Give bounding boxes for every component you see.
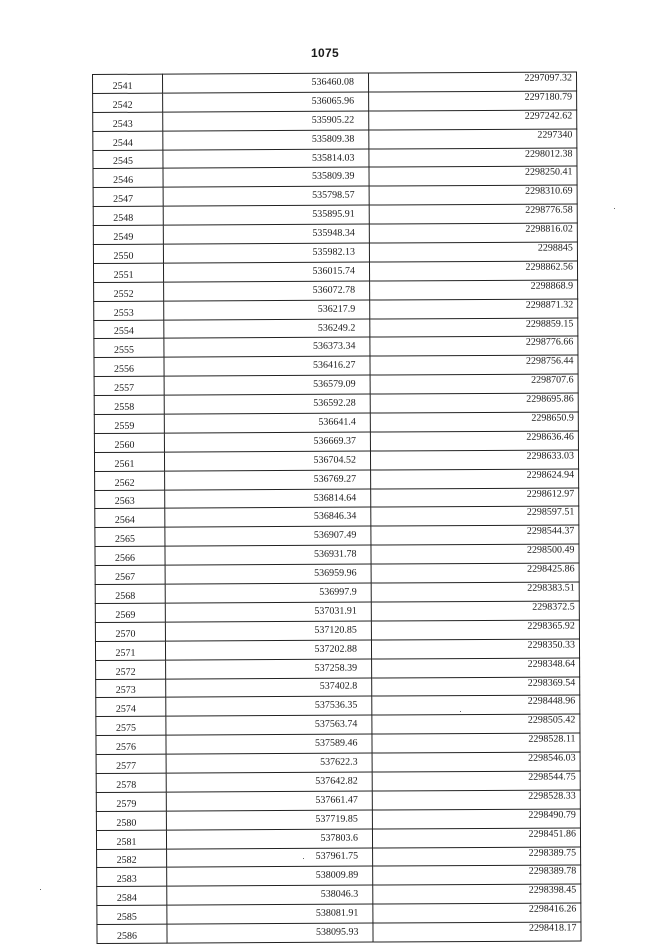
y-coordinate-cell: 2298398.45 (373, 884, 581, 904)
x-coordinate-cell: 536931.78 (165, 545, 371, 565)
y-coordinate-cell: 2298416.26 (373, 903, 581, 923)
table-row (96, 714, 580, 735)
point-number-cell: 2572 (96, 660, 166, 679)
x-coordinate-cell: 535905.22 (163, 111, 369, 131)
y-coordinate-cell: 2298425.86 (371, 563, 579, 583)
x-coordinate-cell: 537589.46 (166, 734, 372, 754)
table-row (96, 809, 580, 830)
point-number-cell: 2585 (97, 905, 167, 924)
y-coordinate-cell: 2298650.9 (370, 412, 578, 432)
x-coordinate-cell: 537803.6 (166, 829, 372, 849)
table-row (97, 884, 581, 905)
point-number-cell: 2544 (93, 131, 163, 150)
x-coordinate-cell: 537661.47 (166, 791, 372, 811)
table-row (95, 601, 579, 622)
y-coordinate-cell: 2298776.58 (369, 204, 577, 224)
point-number-cell: 2550 (93, 244, 163, 263)
table-row (96, 828, 580, 849)
scan-speck (614, 208, 615, 209)
point-number-cell: 2546 (93, 169, 163, 188)
x-coordinate-cell: 535814.03 (163, 149, 369, 169)
x-coordinate-cell: 538081.91 (167, 904, 373, 924)
point-number-cell: 2553 (94, 301, 164, 320)
y-coordinate-cell: 2298372.5 (371, 601, 579, 621)
point-number-cell: 2558 (94, 395, 164, 414)
x-coordinate-cell: 537258.39 (166, 659, 372, 679)
x-coordinate-cell: 537120.85 (165, 621, 371, 641)
point-number-cell: 2543 (93, 112, 163, 131)
point-number-cell: 2565 (95, 527, 165, 546)
y-coordinate-cell: 2298365.92 (371, 620, 579, 640)
table-row (97, 846, 581, 867)
point-number-cell: 2560 (94, 433, 164, 452)
point-number-cell: 2548 (93, 206, 163, 225)
table-row (94, 318, 578, 339)
table-row (94, 280, 578, 301)
table-row (93, 91, 577, 112)
point-number-cell: 2581 (96, 830, 166, 849)
table-row (95, 544, 579, 565)
point-number-cell: 2549 (93, 225, 163, 244)
table-row (93, 242, 577, 263)
x-coordinate-cell: 536072.78 (164, 281, 370, 301)
x-coordinate-cell: 536065.96 (163, 92, 369, 112)
x-coordinate-cell: 536997.9 (165, 583, 371, 603)
point-number-cell: 2577 (96, 754, 166, 773)
point-number-cell: 2559 (94, 414, 164, 433)
table-row (95, 563, 579, 584)
table-row (95, 488, 579, 509)
table-row (95, 525, 579, 546)
x-coordinate-cell: 535798.57 (163, 186, 369, 206)
table-row (93, 261, 577, 282)
point-number-cell: 2576 (96, 735, 166, 754)
y-coordinate-cell: 2298868.9 (370, 280, 578, 300)
point-number-cell: 2575 (96, 716, 166, 735)
y-coordinate-cell: 2298633.03 (370, 450, 578, 470)
coordinate-table (92, 71, 582, 943)
x-coordinate-cell: 538095.93 (167, 923, 373, 943)
point-number-cell: 2584 (97, 886, 167, 905)
x-coordinate-cell: 537961.75 (167, 848, 373, 868)
y-coordinate-cell: 2298389.75 (373, 846, 581, 866)
point-number-cell: 2579 (96, 792, 166, 811)
table-row (94, 393, 578, 414)
scan-speck (303, 858, 304, 859)
y-coordinate-cell: 2298624.94 (371, 469, 579, 489)
y-coordinate-cell: 2298816.02 (369, 223, 577, 243)
table-row (96, 658, 580, 679)
table-row (93, 129, 577, 150)
x-coordinate-cell: 537536.35 (166, 696, 372, 716)
point-number-cell: 2562 (95, 471, 165, 490)
x-coordinate-cell: 536579.09 (164, 375, 370, 395)
point-number-cell: 2547 (93, 187, 163, 206)
x-coordinate-cell: 536769.27 (165, 470, 371, 490)
point-number-cell: 2555 (94, 339, 164, 358)
table-row (94, 431, 578, 452)
x-coordinate-cell: 536416.27 (164, 356, 370, 376)
x-coordinate-cell: 538046.3 (167, 885, 373, 905)
y-coordinate-cell: 2298490.79 (372, 809, 580, 829)
point-number-cell: 2541 (93, 74, 163, 93)
table-row (93, 148, 577, 169)
y-coordinate-cell: 2298383.51 (371, 582, 579, 602)
y-coordinate-cell: 2298544.37 (371, 525, 579, 545)
coordinate-table-body (93, 72, 582, 943)
y-coordinate-cell: 2298776.66 (370, 336, 578, 356)
point-number-cell: 2578 (96, 773, 166, 792)
point-number-cell: 2567 (95, 565, 165, 584)
point-number-cell: 2554 (94, 320, 164, 339)
point-number-cell: 2556 (94, 357, 164, 376)
scan-speck (460, 711, 461, 712)
y-coordinate-cell: 2297180.79 (369, 91, 577, 111)
y-coordinate-cell: 2297097.32 (368, 72, 576, 92)
x-coordinate-cell: 535895.91 (163, 205, 369, 225)
x-coordinate-cell: 537642.82 (166, 772, 372, 792)
table-row (94, 336, 578, 357)
y-coordinate-cell: 2297340 (369, 129, 577, 149)
x-coordinate-cell: 536015.74 (163, 262, 369, 282)
table-row (97, 865, 581, 886)
point-number-cell: 2552 (94, 282, 164, 301)
table-row (94, 412, 578, 433)
y-coordinate-cell: 2298636.46 (370, 431, 578, 451)
table-row (94, 450, 578, 471)
point-number-cell: 2564 (95, 509, 165, 528)
point-number-cell: 2551 (93, 263, 163, 282)
y-coordinate-cell: 2298544.75 (372, 771, 580, 791)
y-coordinate-cell: 2298859.15 (370, 318, 578, 338)
point-number-cell: 2566 (95, 546, 165, 565)
table-row (93, 110, 577, 131)
y-coordinate-cell: 2298250.41 (369, 166, 577, 186)
coordinate-table-container (92, 71, 580, 942)
x-coordinate-cell: 536907.49 (165, 526, 371, 546)
y-coordinate-cell: 2298871.32 (370, 299, 578, 319)
table-row (93, 223, 577, 244)
scan-speck (40, 889, 41, 890)
y-coordinate-cell: 2298528.11 (372, 733, 580, 753)
y-coordinate-cell: 2298845 (369, 242, 577, 262)
table-row (96, 676, 580, 697)
point-number-cell: 2569 (95, 603, 165, 622)
y-coordinate-cell: 2298597.51 (371, 506, 579, 526)
y-coordinate-cell: 2298546.03 (372, 752, 580, 772)
x-coordinate-cell: 536846.34 (165, 508, 371, 528)
y-coordinate-cell: 2298756.44 (370, 355, 578, 375)
x-coordinate-cell: 535948.34 (163, 224, 369, 244)
y-coordinate-cell: 2297242.62 (369, 110, 577, 130)
x-coordinate-cell: 536704.52 (164, 451, 370, 471)
table-row (94, 374, 578, 395)
y-coordinate-cell: 2298500.49 (371, 544, 579, 564)
y-coordinate-cell: 2298451.86 (372, 828, 580, 848)
page-number: 1075 (311, 46, 339, 60)
y-coordinate-cell: 2298528.33 (372, 790, 580, 810)
table-row (95, 620, 579, 641)
y-coordinate-cell: 2298612.97 (371, 488, 579, 508)
point-number-cell: 2571 (95, 641, 165, 660)
point-number-cell: 2582 (97, 849, 167, 868)
x-coordinate-cell: 536217.9 (164, 300, 370, 320)
table-row (95, 469, 579, 490)
x-coordinate-cell: 536669.37 (164, 432, 370, 452)
table-row (94, 355, 578, 376)
table-row (96, 695, 580, 716)
x-coordinate-cell: 536814.64 (165, 489, 371, 509)
table-row (94, 299, 578, 320)
point-number-cell: 2542 (93, 93, 163, 112)
x-coordinate-cell: 536959.96 (165, 564, 371, 584)
table-row (97, 922, 581, 943)
table-row (95, 582, 579, 603)
y-coordinate-cell: 2298862.56 (369, 261, 577, 281)
y-coordinate-cell: 2298418.17 (373, 922, 581, 942)
y-coordinate-cell: 2298350.33 (371, 639, 579, 659)
x-coordinate-cell: 536460.08 (163, 73, 369, 93)
point-number-cell: 2563 (95, 490, 165, 509)
y-coordinate-cell: 2298695.86 (370, 393, 578, 413)
y-coordinate-cell: 2298505.42 (372, 714, 580, 734)
y-coordinate-cell: 2298448.96 (372, 695, 580, 715)
point-number-cell: 2561 (94, 452, 164, 471)
x-coordinate-cell: 537563.74 (166, 715, 372, 735)
y-coordinate-cell: 2298310.69 (369, 185, 577, 205)
x-coordinate-cell: 537402.8 (166, 678, 372, 698)
x-coordinate-cell: 537719.85 (166, 810, 372, 830)
x-coordinate-cell: 535982.13 (163, 243, 369, 263)
point-number-cell: 2568 (95, 584, 165, 603)
x-coordinate-cell: 536373.34 (164, 338, 370, 358)
y-coordinate-cell: 2298012.38 (369, 148, 577, 168)
x-coordinate-cell: 538009.89 (167, 866, 373, 886)
x-coordinate-cell: 535809.38 (163, 130, 369, 150)
table-row (93, 72, 577, 93)
point-number-cell: 2570 (95, 622, 165, 641)
x-coordinate-cell: 536592.28 (164, 394, 370, 414)
x-coordinate-cell: 536641.4 (164, 413, 370, 433)
table-row (93, 185, 577, 206)
table-row (96, 733, 580, 754)
x-coordinate-cell: 537622.3 (166, 753, 372, 773)
x-coordinate-cell: 537202.88 (165, 640, 371, 660)
y-coordinate-cell: 2298389.78 (373, 865, 581, 885)
point-number-cell: 2557 (94, 376, 164, 395)
table-row (93, 166, 577, 187)
table-row (96, 790, 580, 811)
point-number-cell: 2573 (96, 679, 166, 698)
point-number-cell: 2586 (97, 924, 167, 943)
table-row (95, 639, 579, 660)
table-row (96, 752, 580, 773)
table-row (96, 771, 580, 792)
point-number-cell: 2545 (93, 150, 163, 169)
table-row (93, 204, 577, 225)
x-coordinate-cell: 535809.39 (163, 168, 369, 188)
x-coordinate-cell: 537031.91 (165, 602, 371, 622)
point-number-cell: 2574 (96, 698, 166, 717)
y-coordinate-cell: 2298707.6 (370, 374, 578, 394)
table-row (97, 903, 581, 924)
point-number-cell: 2583 (97, 868, 167, 887)
y-coordinate-cell: 2298348.64 (372, 658, 580, 678)
point-number-cell: 2580 (96, 811, 166, 830)
table-row (95, 506, 579, 527)
x-coordinate-cell: 536249.2 (164, 319, 370, 339)
y-coordinate-cell: 2298369.54 (372, 676, 580, 696)
